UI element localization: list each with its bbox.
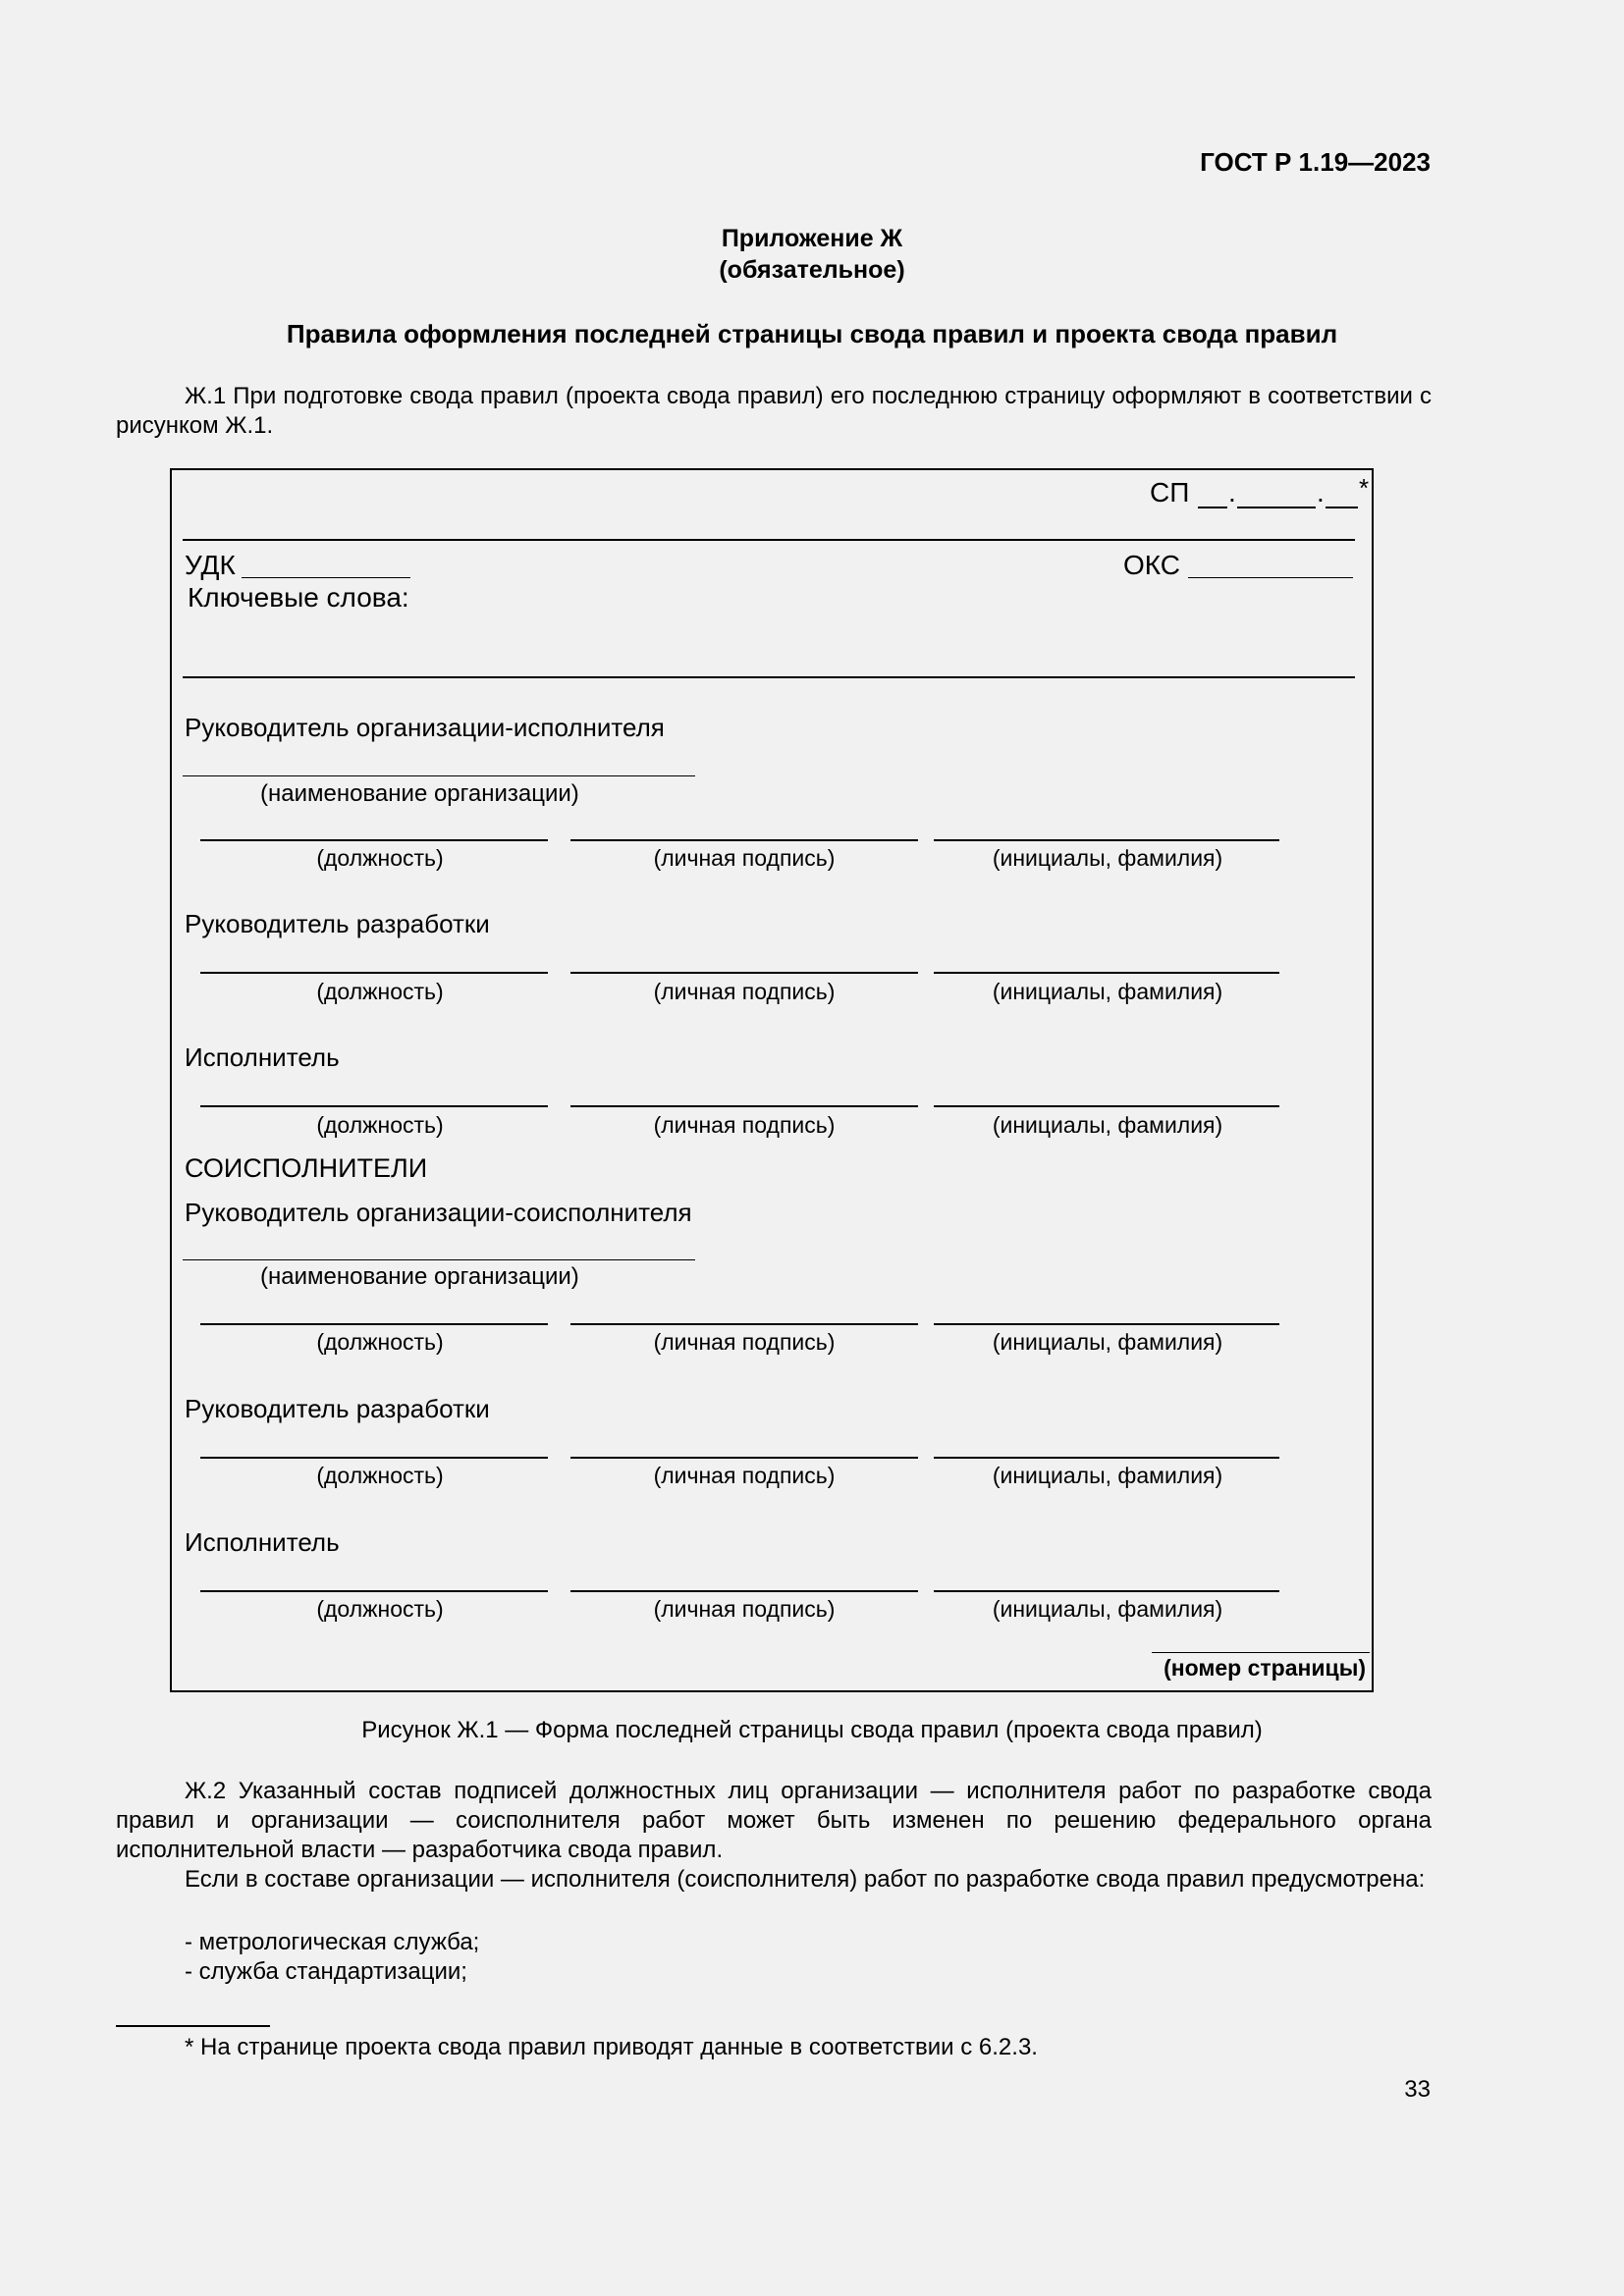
sp-blank-1 xyxy=(1198,507,1227,508)
paragraph-zh2: Ж.2 Указанный состав подписей должностных лиц организации — исполнителя работ по разработке свода правил и организации — соисполнителя работ может быть изменен по решению федерального органа исполнительной власти — разработчика свода правил. Если в составе организации — исполнителя (соисполнителя) работ по разработке свода правил предусмотрена: xyxy=(116,1778,1432,1893)
paragraph-zh1: Ж.1 При подготовке свода правил (проекта свода правил) его последнюю страницу оформляют в соответствии с рисунком Ж.1. xyxy=(116,383,1432,439)
position-blank xyxy=(200,1457,548,1459)
sp-label: СП xyxy=(1150,477,1190,507)
signature-blank xyxy=(570,1323,918,1325)
position-blank xyxy=(200,1105,548,1107)
figure-caption: Рисунок Ж.1 — Форма последней страницы свода правил (проекта свода правил) xyxy=(361,1717,1263,1743)
name-blank xyxy=(934,839,1279,841)
org-name-caption: (наименование организации) xyxy=(260,1263,579,1290)
name-blank xyxy=(934,972,1279,974)
footnote: * На странице проекта свода правил приводят данные в соответствии с 6.2.3. xyxy=(185,2034,1038,2060)
position-caption: (должность) xyxy=(316,845,444,871)
name-caption: (инициалы, фамилия) xyxy=(992,979,1223,1004)
signature-blank xyxy=(570,1457,918,1459)
udk-blank xyxy=(242,577,410,578)
org-name-blank xyxy=(183,775,695,776)
sp-footnote-mark: * xyxy=(1359,473,1370,503)
head-org-exec-label: Руководитель организации-исполнителя xyxy=(185,713,665,742)
signature-caption: (личная подпись) xyxy=(653,1329,836,1355)
name-blank xyxy=(934,1105,1279,1107)
name-caption: (инициалы, фамилия) xyxy=(992,1112,1223,1138)
document-id: ГОСТ Р 1.19—2023 xyxy=(1200,147,1431,177)
appendix-status: (обязательное) xyxy=(719,256,905,284)
oks-blank xyxy=(1188,577,1353,578)
signature-caption: (личная подпись) xyxy=(653,845,836,871)
name-caption: (инициалы, фамилия) xyxy=(992,1596,1223,1622)
name-caption: (инициалы, фамилия) xyxy=(992,1329,1223,1355)
executor-label: Исполнитель xyxy=(185,1042,340,1072)
udk-label: УДК xyxy=(185,550,236,580)
signature-caption: (личная подпись) xyxy=(653,1596,836,1622)
list-item: - служба стандартизации; xyxy=(185,1958,467,1985)
org-name-blank xyxy=(183,1259,695,1260)
position-blank xyxy=(200,839,548,841)
footnote-rule xyxy=(116,2025,270,2027)
page-number: 33 xyxy=(1404,2076,1431,2103)
signature-caption: (личная подпись) xyxy=(653,1112,836,1138)
position-caption: (должность) xyxy=(316,979,444,1004)
appendix-title: Приложение Ж xyxy=(721,225,903,252)
executor-label: Исполнитель xyxy=(185,1527,340,1557)
form-top-rule xyxy=(183,539,1355,541)
signature-blank xyxy=(570,1590,918,1592)
name-blank xyxy=(934,1323,1279,1325)
name-caption: (инициалы, фамилия) xyxy=(992,845,1223,871)
position-blank xyxy=(200,1590,548,1592)
last-page-form xyxy=(170,468,1374,1692)
signature-blank xyxy=(570,972,918,974)
page-number-caption: (номер страницы) xyxy=(1164,1655,1366,1681)
oks-label: ОКС xyxy=(1123,550,1180,580)
position-caption: (должность) xyxy=(316,1463,444,1488)
signature-blank xyxy=(570,839,918,841)
name-blank xyxy=(934,1590,1279,1592)
sp-blank-2 xyxy=(1237,507,1316,508)
sp-blank-3 xyxy=(1326,507,1358,508)
name-blank xyxy=(934,1457,1279,1459)
head-org-coexec-label: Руководитель организации-соисполнителя xyxy=(185,1198,692,1227)
keywords-label: Ключевые слова: xyxy=(188,582,409,613)
head-dev-label: Руководитель разработки xyxy=(185,909,490,938)
position-caption: (должность) xyxy=(316,1596,444,1622)
coexecutors-heading: СОИСПОЛНИТЕЛИ xyxy=(185,1153,428,1183)
signature-blank xyxy=(570,1105,918,1107)
page-number-blank xyxy=(1152,1652,1370,1653)
keywords-rule xyxy=(183,676,1355,678)
position-caption: (должность) xyxy=(316,1329,444,1355)
head-dev-label: Руководитель разработки xyxy=(185,1394,490,1423)
name-caption: (инициалы, фамилия) xyxy=(992,1463,1223,1488)
position-blank xyxy=(200,1323,548,1325)
position-caption: (должность) xyxy=(316,1112,444,1138)
position-blank xyxy=(200,972,548,974)
signature-caption: (личная подпись) xyxy=(653,1463,836,1488)
section-title: Правила оформления последней страницы свода правил и проекта свода правил xyxy=(286,319,1338,348)
signature-caption: (личная подпись) xyxy=(653,979,836,1004)
list-item: - метрологическая служба; xyxy=(185,1929,480,1955)
org-name-caption: (наименование организации) xyxy=(260,780,579,807)
